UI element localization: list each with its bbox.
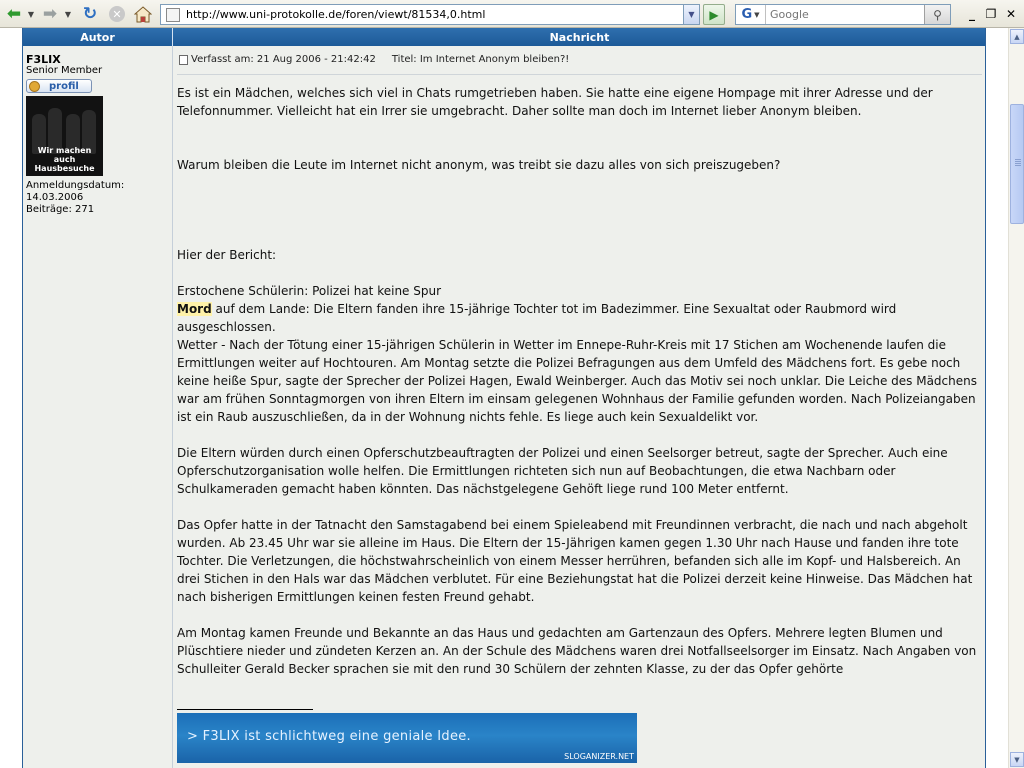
signature-divider — [177, 709, 313, 710]
profile-button-label: profil — [49, 80, 79, 92]
scroll-up-icon[interactable]: ▲ — [1010, 29, 1024, 44]
search-bar[interactable] — [735, 4, 951, 25]
profile-button[interactable] — [26, 79, 92, 93]
header-nachricht: Nachricht — [549, 30, 610, 44]
post-paragraph: Warum bleiben die Leute im Internet nicht anonym, was treibt sie dazu alles von sich preiszugeben? — [177, 158, 781, 172]
search-input[interactable] — [770, 8, 920, 21]
divider — [177, 74, 982, 75]
forward-history-chevron-icon[interactable]: ▼ — [64, 9, 72, 19]
back-history-chevron-icon[interactable]: ▼ — [27, 9, 35, 19]
minimize-icon[interactable]: _ — [969, 7, 975, 21]
page-favicon-icon — [166, 8, 180, 22]
search-engine-selector[interactable]: G ▼ — [736, 5, 766, 24]
avatar — [26, 96, 103, 176]
url-text[interactable]: http://www.uni-protokolle.de/foren/viewt/81534,0.html — [186, 8, 486, 21]
article-headline: Erstochene Schülerin: Polizei hat keine Spur — [177, 284, 442, 298]
post-meta — [179, 54, 569, 65]
reload-icon[interactable]: ↻ — [82, 4, 98, 24]
post-date: Verfasst am: 21 Aug 2006 - 21:42:42 — [191, 54, 376, 65]
table-header — [23, 28, 985, 46]
google-logo-icon: G — [741, 7, 753, 22]
page-viewport — [0, 28, 1008, 768]
post-paragraph: Das Opfer hatte in der Tatnacht den Samstagabend bei einem Spieleabend mit Freundinnen verbracht, die nach und nach abgeholt wurden. Ab 23.45 Uhr war sie alleine im Haus. Die Eltern der 15-Jährigen kamen gegen 1.30 Uhr nach Hause und fanden ihre tote Tochter. Die Verletzungen, die höchstwahrscheinlich von einem Messer herrühren, befanden sich alle im Kopf- und Halsbereich. An drei Stichen in den Hals war das Mädchen verblutet. Für eine Beziehungstat hat die Polizei derzeit keine Hinweise. Das Mädchen hat nach bisherigen Ermittlungen keinen festen Freund gehabt. — [177, 518, 973, 604]
user-icon — [29, 81, 40, 92]
post-count: Beiträge: 271 — [26, 204, 95, 215]
message-panel — [174, 46, 985, 768]
magnifier-icon[interactable]: ⚲ — [924, 5, 950, 24]
article-lead: Mord auf dem Lande: Die Eltern fanden ihre 15-jährige Tochter tot im Badezimmer. Eine Sexualtat oder Raubmord wird ausgeschlossen. — [177, 302, 897, 334]
vertical-scrollbar[interactable] — [1008, 28, 1024, 768]
home-icon[interactable] — [133, 4, 153, 24]
post-body — [177, 84, 983, 678]
post-paragraph: Hier der Bericht: — [177, 248, 277, 262]
stop-icon[interactable]: ✕ — [107, 4, 127, 24]
author-panel — [23, 46, 173, 768]
close-icon[interactable]: ✕ — [1005, 7, 1017, 21]
scroll-thumb[interactable] — [1010, 104, 1024, 224]
avatar-caption: Wir machen auch Hausbesuche — [34, 146, 95, 173]
post-paragraph: Wetter - Nach der Tötung einer 15-jährigen Schülerin in Wetter im Ennepe-Ruhr-Kreis mit 17 Stichen am Wochenende laufen die Ermittlungen weiter auf Hochtouren. Am Montag setzte die Polizei Befragungen aus dem Umfeld des Mädchens fort. Es gebe noch keine heiße Spur, sagte der Sprecher der Polizei Hagen, Ewald Weinberger. Auch das Motiv sei noch unklar. Die Leiche des Mädchens war am frühen Sonntagmorgen von ihren Eltern im einsam gelegenen Wohnhaus der Familie gefunden worden. Nach Polizeiangaben ist ein Raub auszuschließen, da in der Wohnung nichts fehle. Es liege auch kein Sexualdelikt vor. — [177, 338, 977, 424]
address-bar[interactable] — [160, 4, 684, 25]
url-history-chevron-icon[interactable]: ▼ — [683, 4, 700, 25]
author-name[interactable]: F3LIX — [26, 53, 61, 66]
post-paragraph: Am Montag kamen Freunde und Bekannte an das Haus und gedachten am Gartenzaun des Opfers. Mehrere legten Blumen und Plüschtiere nieder und zündeten Kerzen an. An der Schule des Mädchens waren drei Notfallseelsorger im Einsatz. Nach Angaben von Schulleiter Gerald Becker sprachen sie mit den rund 30 Schülern der zehnten Klasse, zu der das Opfer gehörte — [177, 626, 977, 676]
signature-banner[interactable] — [177, 713, 637, 763]
post-title: Titel: Im Internet Anonym bleiben?! — [391, 54, 570, 65]
post-icon[interactable] — [179, 55, 188, 65]
browser-toolbar — [0, 0, 1024, 28]
scroll-down-icon[interactable]: ▼ — [1010, 752, 1024, 767]
header-autor: Autor — [23, 28, 173, 46]
registration-date: 14.03.2006 — [26, 192, 84, 203]
signature-brand: SLOGANIZER.NET — [564, 752, 634, 761]
registration-label: Anmeldungsdatum: — [26, 180, 125, 191]
forum-post-table — [22, 28, 986, 768]
go-arrow-icon[interactable]: ▶ — [703, 4, 725, 25]
back-arrow-icon[interactable]: ⬅ — [6, 4, 22, 24]
author-rank: Senior Member — [26, 65, 103, 76]
restore-icon[interactable]: ❐ — [985, 7, 997, 21]
forward-arrow-icon[interactable]: ➡ — [42, 4, 58, 24]
post-paragraph: Die Eltern würden durch einen Opferschutzbeauftragten der Polizei und einen Seelsorger betreut, sagte der Sprecher. Auch eine Opferschutzorganisation wolle helfen. Die Ermittlungen richteten sich nun auf Beobachtungen, die etwa Nachbarn oder Schulkameraden gemacht haben könnten. Das nächstgelegene Gehöft liege rund 100 Meter entfernt. — [177, 446, 948, 496]
post-paragraph: Es ist ein Mädchen, welches sich viel in Chats rumgetrieben haben. Sie hatte eine eigene Hompage mit ihrer Adresse und der Telefonnummer. Vielleicht hat ein Irrer sie umgebracht. Daher sollte man doch im Internet lieber Anonym bleiben. — [177, 86, 933, 118]
signature-text: > F3LIX ist schlichtweg eine geniale Idee. — [187, 729, 471, 744]
search-highlight: Mord — [177, 302, 212, 316]
